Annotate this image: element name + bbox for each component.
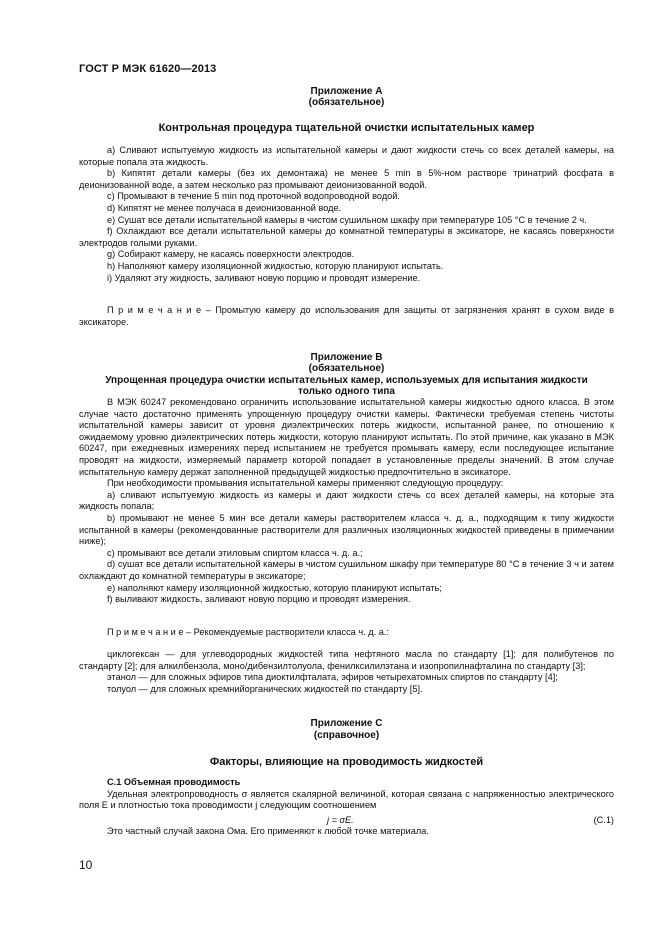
list-item: этанол — для сложных эфиров типа диоктилфталата, эфиров четырехатомных спиртов по стандарту [4]; bbox=[107, 672, 558, 683]
appendix-a-title: Приложение А bbox=[310, 86, 383, 97]
list-item: f) выливают жидкость, заливают новую порцию и проводят измерения. bbox=[107, 594, 411, 605]
list-item: d) Кипятят не менее получаса в деионизованной воде. bbox=[107, 202, 342, 213]
appendix-a-note bbox=[79, 305, 614, 328]
appendix-c-closing bbox=[79, 826, 614, 838]
list-item: e) наполняют камеру изоляционной жидкостью, которую планируют испытать; bbox=[107, 582, 442, 593]
list-item: g) Собирают камеру, не касаясь поверхности электродов. bbox=[107, 249, 355, 260]
note-label: П р и м е ч а н и е bbox=[107, 305, 202, 315]
list-item: i) Удаляют эту жидкость, заливают новую порцию и проводят измерение. bbox=[107, 272, 421, 283]
list-item: толуол — для сложных кремнийорганических жидкостей по стандарту [5]. bbox=[107, 683, 423, 694]
paragraph: Удельная электропроводность σ является скалярной величиной, которая связана с напряженностью электрического поля E и плотностью тока проводимости j следующим соотношением bbox=[79, 788, 614, 811]
appendix-a-status: (обязательное) bbox=[308, 97, 385, 108]
appendix-b-note bbox=[79, 627, 614, 639]
list-item: b) промывают не менее 5 мин все детали камеры растворителем класса ч. д. а., подходящим к типу жидкости испытанной в камеры (рекомендованные растворители для различных изоляционных жидкостей приведены в примечании ниже); bbox=[79, 512, 614, 547]
formula-number: (С.1) bbox=[593, 815, 614, 825]
appendix-c-title: Приложение С bbox=[310, 718, 383, 729]
appendix-c-heading: Факторы, влияющие на проводимость жидкостей bbox=[209, 756, 484, 768]
list-item: h) Наполняют камеру изоляционной жидкостью, которую планируют испытать. bbox=[107, 260, 444, 271]
appendix-b-heading-line2: только одного типа bbox=[298, 386, 395, 397]
list-item: f) Охлаждают все детали испытательной камеры до комнатной температуры в эксикаторе, не касаясь поверхности электродов голыми руками. bbox=[79, 226, 614, 248]
standard-header: ГОСТ Р МЭК 61620—2013 bbox=[79, 63, 217, 75]
section-title: С.1 Объемная проводимость bbox=[107, 777, 241, 787]
note-text: – Промытую камеру до использования для защиты от загрязнения хранят в сухом виде в эксикаторе. bbox=[79, 305, 614, 327]
appendix-b-title: Приложение В bbox=[310, 352, 383, 363]
appendix-a-items bbox=[79, 145, 614, 284]
list-item: a) Сливают испытуемую жидкость из испытательной камеры и дают жидкости стечь со всех деталей камеры, на которые попала эта жидкость. bbox=[79, 145, 614, 167]
appendix-b-intro: В МЭК 60247 рекомендовано ограничить использование испытательной камеры жидкостью одного класса. В этом случае часто достаточно применять упрощенную процедуру очистки камеры. Фактически требуемая степень чистоты испытательной камеры зависит от уровня диэлектрических потерь жидкости, испытанной ранее, по отношению к ожидаемому уровню диэлектрических потерь жидкости, которую планируют испытать. По этой причине, как указано в МЭК 60247, при ежедневных измерениях перед испытанием не требуется промывать камеру, если последующее испытание проводят на жидкости, измеряемый параметр которой попадает в установленные пределы значений. В этом случае испытательную камеру держат заполненной предыдущей жидкостью предпочтительно в эксикаторе. bbox=[79, 397, 614, 477]
appendix-a-heading: Контрольная процедура тщательной очистки испытательных камер bbox=[158, 122, 535, 134]
appendix-b-heading-line1: Упрощенная процедура очистки испытательных камер, используемых для испытания жидкости bbox=[105, 375, 588, 386]
appendix-c-status: (справочное) bbox=[313, 730, 380, 741]
procedure-intro: При необходимости промывания испытательной камеры применяют следующую процедуру: bbox=[107, 478, 504, 489]
list-item: c) Промывают в течение 5 min под проточной водопроводной водой. bbox=[107, 191, 400, 202]
appendix-b-status: (обязательное) bbox=[308, 363, 385, 374]
list-item: b) Кипятят детали камеры (без их демонтажа) не менее 5 min в 5%-ном растворе тринатрий фосфата в деионизованной воде, а затем несколько раз промывают деионизованной водой. bbox=[79, 168, 614, 190]
note-label: П р и м е ч а н и е bbox=[107, 627, 184, 637]
list-item: e) Сушат все детали испытательной камеры в чистом сушильном шкафу при температуре 105 °С в течение 2 ч. bbox=[107, 214, 587, 225]
appendix-c-body bbox=[79, 777, 614, 812]
note-text: – Рекомендуемые растворители класса ч. д. а.: bbox=[183, 627, 389, 637]
list-item: c) промывают все детали этиловым спиртом класса ч. д. а.; bbox=[107, 547, 363, 558]
list-item: циклогексан — для углеводородных жидкостей типа нефтяного масла по стандарту [1]; для полибутенов по стандарту [2]; для алкилбензола, моно/дибензилтолуола, фенилксилилэтана и изопропилнафталина по стандарту [3]; bbox=[79, 649, 614, 671]
list-item: a) сливают испытуемую жидкость из камеры и дают жидкости стечь со всех деталей камеры, на которые эта жидкость попала; bbox=[79, 489, 614, 512]
paragraph: Это частный случай закона Ома. Его применяют к любой точке материала. bbox=[107, 826, 429, 836]
appendix-b-body bbox=[79, 397, 614, 606]
page-number: 10 bbox=[79, 858, 93, 872]
formula: j = σE. bbox=[327, 815, 354, 825]
solvents-list bbox=[79, 649, 614, 695]
list-item: d) сушат все детали испытательной камеры в чистом сушильном шкафу при температуре 80 °С в течение 3 ч и затем охлаждают до комнатной температуры в эксикаторе; bbox=[79, 559, 614, 581]
